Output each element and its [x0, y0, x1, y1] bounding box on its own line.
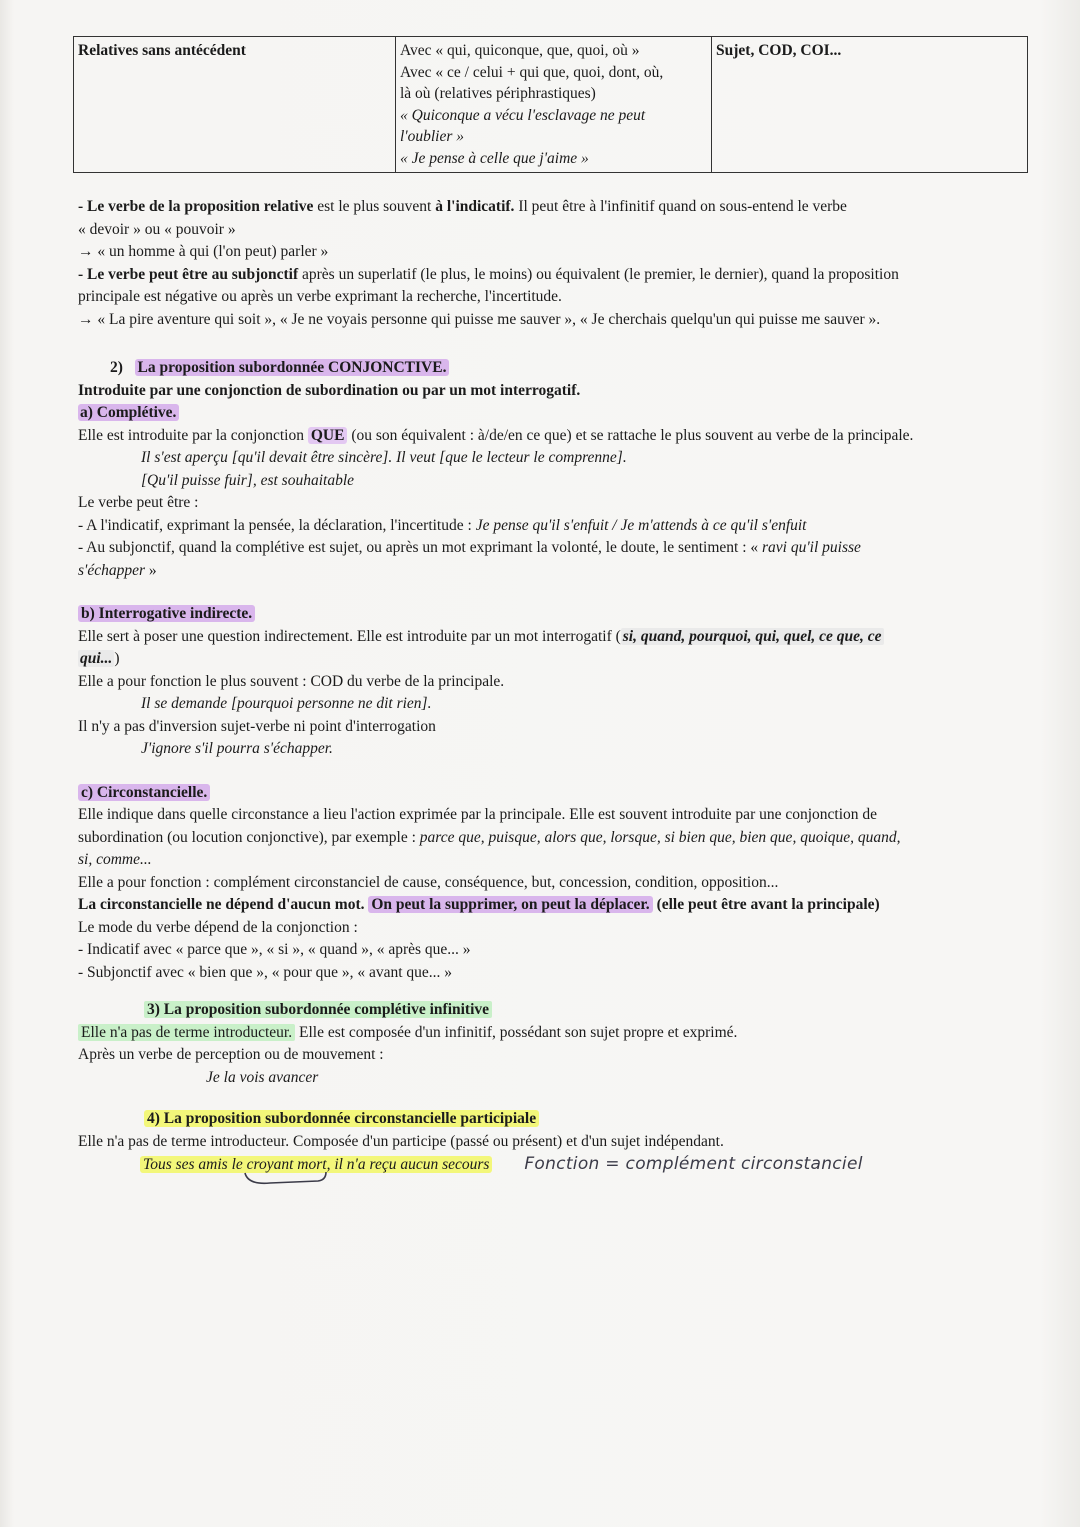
- section-title-text: 4) La proposition subordonnée circonstancielle participiale: [144, 1110, 539, 1127]
- para-line: Après un verbe de perception ou de mouvement :: [78, 1046, 384, 1063]
- highlight: On peut la supprimer, on peut la déplacer.: [368, 896, 652, 913]
- relative-notes: [78, 196, 1038, 331]
- para-line: Il n'y a pas d'inversion sujet-verbe ni point d'interrogation: [78, 717, 436, 735]
- para-line: Elle a pour fonction le plus souvent : COD du verbe de la principale.: [78, 672, 505, 690]
- cell-example: « Quiconque a vécu l'esclavage ne peut: [400, 106, 646, 124]
- table-cell-function: [712, 37, 1028, 173]
- note-example: → « La pire aventure qui soit », « Je ne voyais personne qui puisse me sauver », « Je cherchais quelqu'un qui puisse me sauver ».: [78, 310, 881, 328]
- para-line: [78, 894, 1038, 917]
- para-line: Elle a pour fonction : complément circonstanciel de cause, conséquence, but, concession, condition, opposition...: [78, 873, 779, 891]
- text: - A l'indicatif, exprimant la pensée, la déclaration, l'incertitude :: [78, 516, 476, 534]
- example-line: Je la vois avancer: [206, 1068, 319, 1086]
- note-bold: - Le verbe peut être au subjonctif: [78, 265, 299, 283]
- note-line: « devoir » ou « pouvoir »: [78, 220, 236, 238]
- cell-line: là où (relatives périphrastiques): [400, 85, 596, 102]
- cell-line: Avec « ce / celui + qui que, quoi, dont, où,: [400, 63, 664, 81]
- example: Je pense qu'il s'enfuit / Je m'attends à ce qu'il s'enfuit: [475, 516, 807, 534]
- para-line: Elle indique dans quelle circonstance a lieu l'action exprimée par la principale. Elle est souvent introduite par une conjonction de: [78, 806, 878, 823]
- note-bold: à l'indicatif.: [435, 198, 515, 215]
- table-cell-type: [74, 37, 396, 173]
- text: »: [145, 561, 157, 579]
- example: s'échapper: [78, 561, 146, 579]
- text: (elle peut être avant la principale): [652, 896, 880, 913]
- table-row: [74, 37, 1028, 173]
- example-line: [Qu'il puisse fuir], est souhaitable: [141, 471, 355, 489]
- cell-text: Sujet, COD, COI...: [716, 42, 842, 59]
- note-line: principale est négative ou après un verbe exprimant la recherche, l'incertitude.: [78, 288, 562, 305]
- note-line: [78, 196, 1038, 219]
- note-text: est le plus souvent: [313, 198, 436, 215]
- para-line: [78, 425, 1038, 448]
- text: Elle est composée d'un infinitif, possédant son sujet propre et exprimé.: [295, 1023, 738, 1041]
- section-intro: Introduite par une conjonction de subordination ou par un mot interrogatif.: [78, 381, 581, 399]
- section-infinitive: [78, 999, 1038, 1089]
- section-title-text: 3) La proposition subordonnée complétive infinitive: [144, 1001, 492, 1018]
- example-line: Il se demande [pourquoi personne ne dit rien].: [141, 695, 432, 712]
- example: ravi qu'il puisse: [762, 539, 861, 556]
- subsection-title-text: b) Interrogative indirecte.: [78, 605, 255, 622]
- highlight: Elle n'a pas de terme introducteur.: [78, 1024, 295, 1041]
- subsection-title-text: c) Circonstancielle.: [78, 784, 210, 801]
- para-line: [78, 560, 1038, 583]
- para-line: [78, 537, 1038, 560]
- text: La circonstancielle ne dépend d'aucun mot.: [78, 896, 365, 913]
- text: (ou son équivalent : à/de/en ce que) et se rattache le plus souvent au verbe de la principale.: [347, 426, 914, 444]
- example-line: Il s'est aperçu [qu'il devait être sincère]. Il veut [que le lecteur le comprenne].: [141, 449, 627, 466]
- text: ): [114, 650, 120, 667]
- subsection-title: [78, 603, 1038, 626]
- para-line: Le mode du verbe dépend de la conjonction :: [78, 918, 358, 936]
- section-title-text: La proposition subordonnée CONJONCTIVE.: [135, 359, 450, 376]
- note-line: [78, 264, 1038, 287]
- interrogative-words: si, quand, pourquoi, qui, quel, ce que, ce: [622, 627, 882, 645]
- handwritten-note: Fonction = complément circonstanciel: [524, 1154, 863, 1174]
- table-cell-introducers: [396, 37, 712, 173]
- interrogative-words: qui...: [80, 650, 113, 667]
- conjunction-list: parce que, puisque, alors que, lorsque, si bien que, bien que, quoique, quand,: [419, 828, 901, 846]
- example-line: J'ignore s'il pourra s'échapper.: [141, 740, 333, 757]
- section-title: [78, 1108, 1038, 1131]
- relatives-table: [73, 36, 1028, 173]
- para-line: [78, 626, 1038, 649]
- section-title: [78, 357, 1038, 380]
- cell-line: Avec « qui, quiconque, que, quoi, où »: [400, 42, 640, 59]
- subsection-title-text: a) Complétive.: [78, 404, 179, 421]
- note-bold: - Le verbe de la proposition relative: [78, 198, 314, 215]
- para-line: [78, 515, 1038, 538]
- text: Elle est introduite par la conjonction: [78, 426, 308, 444]
- para-line: Elle n'a pas de terme introducteur. Composée d'un participe (passé ou présent) et d'un sujet indépendant.: [78, 1132, 724, 1150]
- para-line: si, comme...: [78, 851, 152, 868]
- handwritten-underline: [240, 1170, 340, 1190]
- note-example: → « un homme à qui (l'on peut) parler »: [78, 243, 329, 260]
- note-text: Il peut être à l'infinitif quand on sous-entend le verbe: [514, 198, 847, 215]
- text: - Au subjonctif, quand la complétive est sujet, ou après un mot exprimant la volonté, le doute, le sentiment : «: [78, 539, 763, 556]
- keyword: QUE: [308, 427, 348, 444]
- section-participiale: [78, 1108, 1038, 1177]
- para-line: [78, 1153, 1038, 1177]
- cell-example: « Je pense à celle que j'aime »: [400, 149, 589, 167]
- para-line: - Indicatif avec « parce que », « si », « quand », « après que... »: [78, 941, 471, 958]
- text: subordination (ou locution conjonctive), par exemple :: [78, 828, 420, 846]
- subsection-title: [78, 782, 1038, 805]
- cell-text: Relatives sans antécédent: [78, 42, 246, 59]
- subsection-title: [78, 402, 1038, 425]
- para-line: [78, 648, 1038, 671]
- para-line: - Subjonctif avec « bien que », « pour que », « avant que... »: [78, 963, 453, 981]
- note-text: après un superlatif (le plus, le moins) ou équivalent (le premier, le dernier), quand la proposition: [298, 265, 899, 283]
- para-line: [78, 1022, 1038, 1045]
- para-line: [78, 827, 1038, 850]
- text: Elle sert à poser une question indirectement. Elle est introduite par un mot interrogatif (: [78, 627, 621, 645]
- section-conjonctive: [78, 357, 1038, 984]
- para-line: Le verbe peut être :: [78, 494, 199, 511]
- section-number: 2): [110, 359, 123, 376]
- section-title: [78, 999, 1038, 1022]
- cell-example: l'oublier »: [400, 128, 465, 145]
- example: Tous ses amis le croyant mort, il n'a reçu aucun secours: [140, 1156, 492, 1173]
